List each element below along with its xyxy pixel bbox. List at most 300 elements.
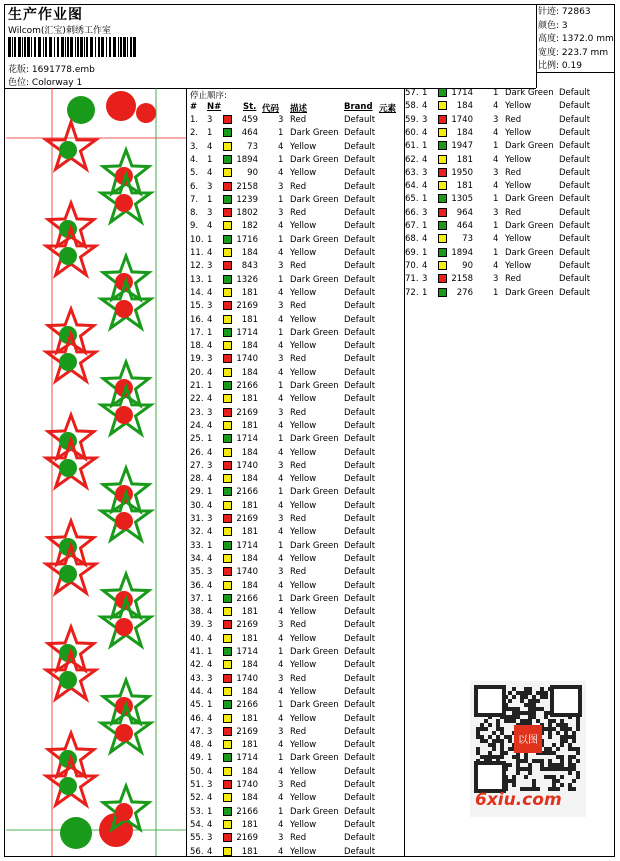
qr-module [520,711,524,715]
row-number: 24. [190,420,204,431]
row-color-swatch [223,527,232,536]
row-brand: Default [344,141,376,152]
barcode-bar [27,37,30,57]
qr-module [528,767,532,771]
barcode-bar [98,37,100,57]
row-stitches: 73 [247,141,258,152]
row-color-swatch [438,101,447,110]
qr-module [516,707,520,711]
qr-module [548,759,552,763]
row-description: Red [290,208,307,219]
qr-module [552,727,556,731]
qr-module [544,775,548,779]
row-color-swatch [438,155,447,164]
qr-module [512,711,516,715]
row-stitches: 276 [456,287,473,298]
qr-module [520,691,524,695]
row-stitches: 1326 [236,274,258,285]
row-brand: Default [559,247,591,258]
row-description: Dark Green [290,753,339,764]
design-file-label: 花版: [8,65,30,75]
flower-center [115,724,133,742]
row-number: 71. [405,274,419,285]
row-needle: 3 [207,726,213,737]
barcode-bar [45,37,47,57]
row-number: 17. [190,327,204,338]
row-brand: Default [344,726,376,737]
row-needle: 1 [422,287,428,298]
row-number: 27. [190,460,204,471]
row-color-swatch [223,142,232,151]
row-number: 54. [190,819,204,830]
row-number: 6. [190,181,199,192]
qr-module [508,735,512,739]
qr-module [488,755,492,759]
barcode [8,37,136,57]
barcode-bar [24,37,26,57]
row-number: 57. [405,88,419,98]
row-code: 1 [278,194,284,205]
qr-module [576,723,580,727]
row-brand: Default [344,673,376,684]
qr-module [564,731,568,735]
qr-module [484,739,488,743]
row-color-swatch [223,221,232,230]
row-code: 3 [278,833,284,844]
row-code: 4 [278,168,284,179]
row-number: 69. [405,247,419,258]
row-color-swatch [438,248,447,257]
row-description: Dark Green [290,593,339,604]
row-color-swatch [223,248,232,257]
row-stitches: 1947 [451,141,473,152]
row-color-swatch [223,235,232,244]
row-number: 34. [190,553,204,564]
row-description: Dark Green [505,88,554,98]
barcode-bar [12,37,13,57]
row-code: 4 [278,846,284,857]
row-brand: Default [344,407,376,418]
qr-module [532,715,536,719]
row-brand: Default [344,647,376,657]
qr-module [552,751,556,755]
row-stitches: 2169 [236,301,258,312]
row-color-swatch [223,115,232,124]
row-code: 4 [493,181,499,192]
row-stitches: 1740 [451,114,473,125]
row-description: Yellow [290,420,317,431]
row-stitches: 1714 [236,540,258,551]
qr-module [572,787,576,791]
qr-module [524,711,528,715]
barcode-bar [49,37,52,57]
colorway-label: 色位: [8,78,30,88]
row-brand: Default [344,753,376,764]
stat-width: 宽度: 223.7 mm [538,47,609,58]
row-brand: Default [344,540,376,551]
row-description: Red [505,167,522,178]
row-needle: 1 [207,700,213,711]
flower-center [115,512,133,530]
row-description: Dark Green [290,540,339,551]
top-red-flower [106,91,136,121]
row-number: 1. [190,115,199,125]
col-header-num: # [190,102,198,112]
row-brand: Default [344,194,376,205]
row-color-swatch [223,567,232,576]
row-description: Red [290,673,307,684]
row-color-swatch [223,820,232,829]
qr-module [556,731,560,735]
row-number: 21. [190,381,204,391]
row-description: Yellow [505,101,532,112]
row-stitches: 181 [456,181,473,192]
qr-module [524,755,528,759]
qr-module [524,759,528,763]
row-number: 48. [190,740,204,751]
row-description: Yellow [290,141,317,152]
qr-module [520,767,524,771]
barcode-bar [127,37,128,57]
qr-module [576,759,580,763]
qr-module [524,691,528,695]
row-stitches: 2169 [236,514,258,524]
qr-module [576,775,580,779]
barcode-bar [109,37,111,57]
row-code: 3 [278,514,284,524]
row-number: 53. [190,806,204,817]
qr-module [532,699,536,703]
qr-module [548,735,552,739]
qr-module [544,691,548,695]
row-color-swatch [223,554,232,563]
qr-module [512,719,516,723]
qr-module [500,743,504,747]
qr-module [540,767,544,771]
row-stitches: 464 [456,221,473,231]
row-number: 37. [190,593,204,604]
barcode-bar [57,37,59,57]
row-description: Yellow [505,154,532,165]
row-brand: Default [344,474,376,485]
qr-module [524,695,528,699]
row-brand: Default [559,101,591,112]
row-stitches: 964 [456,207,473,218]
row-code: 1 [493,88,499,98]
row-color-swatch [223,354,232,363]
row-stitches: 1714 [236,647,258,657]
row-brand: Default [344,314,376,325]
qr-module [512,779,516,783]
row-number: 26. [190,447,204,458]
col-header-elements: 元素 [379,104,397,114]
row-brand: Default [344,580,376,591]
row-needle: 4 [207,793,213,804]
row-needle: 4 [207,168,213,179]
row-brand: Default [344,168,376,179]
qr-module [532,703,536,707]
barcode-bar [43,37,44,57]
row-code: 1 [278,128,284,139]
row-number: 13. [190,274,204,285]
row-code: 1 [278,381,284,391]
qr-module [556,755,560,759]
row-stitches: 184 [241,474,258,485]
row-stitches: 464 [241,128,258,139]
row-description: Dark Green [505,247,554,258]
qr-module [552,743,556,747]
row-code: 1 [493,247,499,258]
row-stitches: 184 [241,660,258,671]
row-needle: 3 [422,274,428,285]
barcode-bar [90,37,93,57]
flower-center [59,777,77,795]
row-brand: Default [344,660,376,671]
row-number: 33. [190,540,204,551]
row-needle: 4 [207,713,213,724]
qr-module [552,763,556,767]
qr-module [512,695,516,699]
row-stitches: 181 [241,500,258,511]
row-description: Yellow [505,260,532,271]
row-brand: Default [344,567,376,578]
qr-module [508,719,512,723]
row-brand: Default [559,167,591,178]
row-code: 3 [278,354,284,365]
qr-module [496,727,500,731]
row-stitches: 459 [241,115,258,125]
qr-module [532,759,536,763]
embroidery-design-preview [6,88,186,856]
row-brand: Default [344,434,376,445]
row-description: Red [505,274,522,285]
row-needle: 3 [422,167,428,178]
qr-center-label: 以图 [518,735,538,746]
row-code: 4 [493,127,499,138]
barcode-bar [80,37,83,57]
row-stitches: 1802 [236,208,258,219]
row-number: 72. [405,287,419,298]
row-description: Dark Green [290,381,339,391]
row-code: 1 [278,274,284,285]
row-stitches: 2166 [236,593,258,604]
row-needle: 4 [207,660,213,671]
row-code: 4 [493,101,499,112]
design-file-line [8,62,95,75]
row-brand: Default [344,846,376,857]
qr-module [560,723,564,727]
qr-module [544,727,548,731]
row-needle: 1 [207,194,213,205]
row-brand: Default [344,327,376,338]
barcode-bar [65,37,66,57]
row-description: Yellow [290,580,317,591]
row-description: Yellow [290,447,317,458]
row-brand: Default [344,154,376,165]
row-brand: Default [559,194,591,205]
qr-module [508,699,512,703]
qr-module [560,743,564,747]
row-needle: 1 [422,141,428,152]
row-needle: 4 [422,260,428,271]
row-number: 35. [190,567,204,578]
row-code: 3 [278,261,284,272]
barcode-bar [123,37,126,57]
flower-center [115,194,133,212]
qr-module [540,759,544,763]
barcode-bar [118,37,119,57]
qr-module [532,783,536,787]
flower-center [59,247,77,265]
row-brand: Default [344,460,376,471]
barcode-bar [75,37,76,57]
qr-module [516,771,520,775]
qr-module [512,755,516,759]
barcode-bar [70,37,73,57]
qr-module [504,719,508,723]
qr-module [548,719,552,723]
row-code: 3 [493,207,499,218]
row-needle: 1 [207,327,213,338]
row-code: 4 [278,221,284,232]
row-brand: Default [344,819,376,830]
qr-module [516,755,520,759]
row-code: 4 [278,660,284,671]
row-description: Dark Green [290,274,339,285]
qr-module [496,723,500,727]
row-needle: 4 [422,127,428,138]
qr-module [528,703,532,707]
row-code: 1 [278,540,284,551]
qr-module [504,751,508,755]
row-description: Red [290,780,307,790]
row-number: 11. [190,248,204,258]
qr-module [528,711,532,715]
flower-center [115,406,133,424]
qr-module [568,735,572,739]
qr-module [548,747,552,751]
row-needle: 4 [207,314,213,325]
row-brand: Default [559,260,591,271]
row-brand: Default [559,207,591,218]
qr-module [536,759,540,763]
qr-module [492,739,496,743]
row-stitches: 1305 [451,194,473,205]
row-needle: 4 [207,367,213,378]
row-number: 7. [190,194,199,205]
row-code: 1 [278,806,284,817]
qr-module [516,759,520,763]
qr-module [556,723,560,727]
row-number: 68. [405,234,419,245]
row-color-swatch [223,368,232,377]
qr-module [532,707,536,711]
row-needle: 3 [207,514,213,524]
row-stitches: 90 [247,168,258,179]
row-color-swatch [223,620,232,629]
row-description: Red [290,726,307,737]
qr-module [540,707,544,711]
row-needle: 1 [207,234,213,245]
row-stitches: 181 [241,420,258,431]
row-number: 64. [405,181,419,192]
row-code: 1 [278,154,284,165]
qr-module [560,775,564,779]
row-description: Yellow [290,248,317,258]
row-code: 3 [278,407,284,418]
row-needle: 1 [207,381,213,391]
qr-module [528,691,532,695]
row-needle: 3 [207,181,213,192]
barcode-bar [18,37,21,57]
qr-module [480,727,484,731]
row-stitches: 181 [241,633,258,644]
row-description: Red [290,514,307,524]
stats-divider [536,4,537,88]
row-brand: Default [344,367,376,378]
qr-module [548,727,552,731]
row-stitches: 184 [241,447,258,458]
row-stitches: 181 [456,154,473,165]
row-number: 16. [190,314,204,325]
qr-module [500,727,504,731]
row-color-swatch [223,208,232,217]
qr-module [476,735,480,739]
row-stitches: 181 [241,740,258,751]
row-brand: Default [344,620,376,631]
qr-module [572,763,576,767]
row-color-swatch [223,195,232,204]
row-brand: Default [559,274,591,285]
row-color-swatch [223,301,232,310]
flower-center [115,618,133,636]
qr-module [548,767,552,771]
qr-module [496,739,500,743]
row-brand: Default [344,713,376,724]
qr-module [544,767,548,771]
row-stitches: 2158 [236,181,258,192]
stat-scale: 比例: 0.19 [538,61,582,71]
row-color-swatch [223,687,232,696]
row-description: Yellow [290,367,317,378]
row-description: Yellow [290,394,317,405]
row-color-swatch [438,234,447,243]
row-needle: 3 [207,354,213,365]
colorway-line [8,75,82,88]
row-needle: 4 [207,846,213,857]
barcode-bar [95,37,96,57]
qr-module [540,691,544,695]
row-needle: 4 [422,101,428,112]
row-number: 65. [405,194,419,205]
barcode-bar [34,37,36,57]
row-stitches: 184 [456,101,473,112]
row-brand: Default [559,114,591,125]
row-brand: Default [559,141,591,152]
row-code: 4 [278,527,284,538]
row-brand: Default [344,381,376,391]
qr-module [552,779,556,783]
row-stitches: 73 [462,234,473,245]
qr-module [560,763,564,767]
row-needle: 3 [207,833,213,844]
row-number: 18. [190,341,204,352]
qr-module [512,783,516,787]
qr-module [576,727,580,731]
row-brand: Default [344,234,376,245]
qr-module [508,715,512,719]
row-needle: 4 [207,341,213,352]
